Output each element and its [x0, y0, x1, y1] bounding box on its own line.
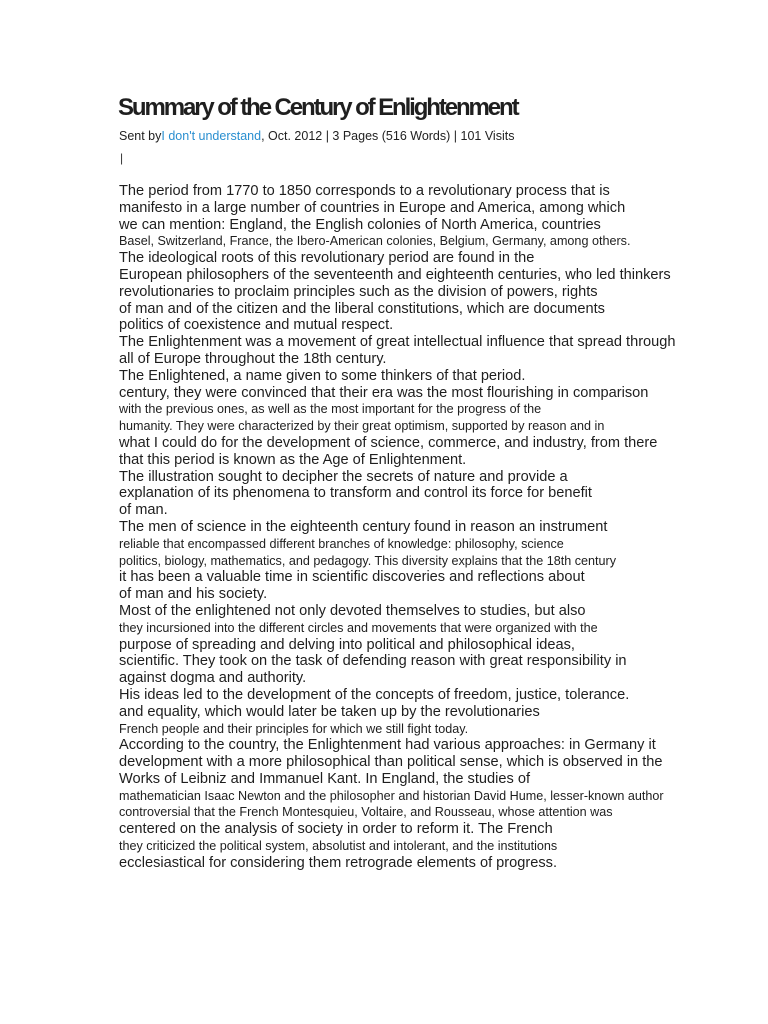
body-line: Basel, Switzerland, France, the Ibero-American colonies, Belgium, Germany, among others.: [119, 234, 631, 249]
body-line: what I could do for the development of science, commerce, and industry, from there: [119, 434, 658, 451]
body-line: The Enlightenment was a movement of great intellectual influence that spread through: [119, 334, 676, 351]
body-line: mathematician Isaac Newton and the philosopher and historian David Hume, lesser-known author: [119, 788, 664, 803]
body-line: revolutionaries to proclaim principles such as the division of powers, rights: [119, 283, 598, 300]
body-line: ecclesiastical for considering them retrograde elements of progress.: [119, 854, 558, 871]
body-line: scientific. They took on the task of defending reason with great responsibility in: [119, 653, 627, 670]
body-line: manifesto in a large number of countries in Europe and America, among which: [119, 199, 626, 216]
body-line: purpose of spreading and delving into political and philosophical ideas,: [119, 636, 575, 653]
body-line: we can mention: England, the English colonies of North America, countries: [119, 216, 601, 233]
body-line: humanity. They were characterized by their great optimism, supported by reason and in: [119, 419, 605, 434]
body-line: Works of Leibniz and Immanuel Kant. In England, the studies of: [119, 770, 531, 787]
sent-by-label: Sent by: [119, 129, 162, 143]
body-line: According to the country, the Enlightenment had various approaches: in Germany it: [119, 737, 656, 754]
document-details: , Oct. 2012 | 3 Pages (516 Words) | 101 Visits: [261, 129, 515, 143]
body-line: of man and of the citizen and the liberal constitutions, which are documents: [119, 300, 605, 317]
body-line: The illustration sought to decipher the secrets of nature and provide a: [119, 468, 568, 485]
body-line: centered on the analysis of society in order to reform it. The French: [119, 821, 553, 838]
text-cursor: |: [120, 151, 124, 165]
body-line: and equality, which would later be taken up by the revolutionaries: [119, 703, 540, 720]
body-line: French people and their principles for which we still fight today.: [119, 721, 469, 736]
body-line: reliable that encompassed different branches of knowledge: philosophy, science: [119, 536, 564, 551]
page-title: Summary of the Century of Enlightenment: [118, 94, 518, 121]
body-line: The period from 1770 to 1850 corresponds to a revolutionary process that is: [119, 183, 610, 199]
body-line: The men of science in the eighteenth century found in reason an instrument: [119, 518, 608, 535]
body-line: explanation of its phenomena to transform and control its force for benefit: [119, 485, 592, 502]
body-line: His ideas led to the development of the concepts of freedom, justice, tolerance.: [119, 686, 630, 703]
body-line: Most of the enlightened not only devoted themselves to studies, but also: [119, 602, 586, 619]
body-line: they criticized the political system, absolutist and intolerant, and the institutions: [119, 839, 558, 854]
body-line: politics, biology, mathematics, and pedagogy. This diversity explains that the 18th century: [119, 553, 617, 568]
body-line: development with a more philosophical than political sense, which is observed in the: [119, 754, 663, 771]
body-line: it has been a valuable time in scientific discoveries and reflections about: [119, 569, 585, 586]
body-line: politics of coexistence and mutual respect.: [119, 317, 394, 334]
body-line: with the previous ones, as well as the most important for the progress of the: [119, 402, 542, 417]
body-line: of man and his society.: [119, 586, 268, 603]
body-line: controversial that the French Montesquieu, Voltaire, and Rousseau, whose attention was: [119, 805, 613, 820]
document-meta: [119, 129, 514, 143]
body-line: The ideological roots of this revolutionary period are found in the: [119, 250, 535, 267]
body-line: that this period is known as the Age of Enlightenment.: [119, 451, 467, 468]
body-line: The Enlightened, a name given to some thinkers of that period.: [119, 367, 526, 384]
body-line: of man.: [119, 502, 168, 519]
body-line: century, they were convinced that their era was the most flourishing in comparison: [119, 384, 649, 401]
document-body: [119, 183, 719, 872]
body-line: they incursioned into the different circles and movements that were organized with the: [119, 620, 598, 635]
body-line: European philosophers of the seventeenth and eighteenth centuries, who led thinkers: [119, 266, 671, 283]
body-line: against dogma and authority.: [119, 670, 307, 687]
body-line: all of Europe throughout the 18th century.: [119, 350, 387, 367]
author-link[interactable]: I don't understand: [161, 129, 262, 143]
